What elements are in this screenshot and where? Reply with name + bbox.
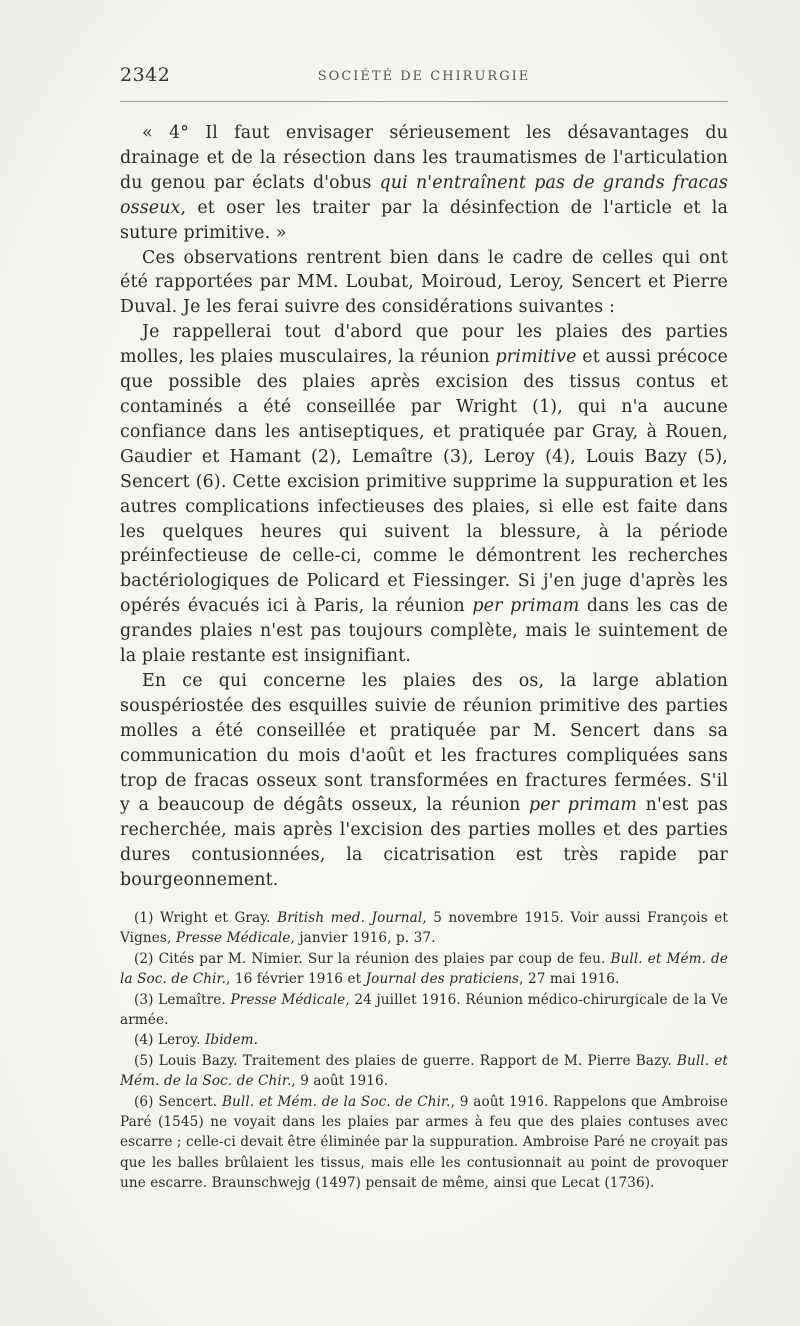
italic-run: qui n'entraînent pas de grands fracas osseux xyxy=(120,172,728,218)
italic-run: primitive xyxy=(495,347,577,368)
italic-run: Journal des praticiens xyxy=(365,971,520,988)
text-run: En ce qui concerne les plaies des os, la large ablation souspériostée des esquilles suivie de réunion primitive des parties molles a été conseillée et pratiquée par M. Sencert dans sa communication du mois d'août et les fractures compliquées sans trop de fracas osseux sont transformées en fractures fermées. S'il y a beaucoup de dégâts osseux, la réunion xyxy=(120,670,728,816)
footnote-1 xyxy=(120,908,728,949)
footnote-5 xyxy=(120,1051,728,1092)
text-run: , 27 mai 1916. xyxy=(519,971,620,988)
text-run: n'est pas recherchée, mais après l'excision des parties molles et des parties dures contusionnées, la cicatrisation est très rapide par bourgeonnement. xyxy=(120,795,728,891)
text-run: Je rappellerai tout d'abord que pour les plaies des parties molles, les plaies musculaires, la réunion xyxy=(120,322,728,368)
text-run: dans les cas de grandes plaies n'est pas toujours complète, mais le suintement de la plaie restante est insignifiant. xyxy=(120,596,729,667)
running-title: SOCIÉTÉ DE CHIRURGIE xyxy=(317,69,531,84)
footnotes xyxy=(120,908,728,1194)
paragraph-2: Ces observations rentrent bien dans le cadre de celles qui ont été rapportées par MM. Loubat, Moiroud, Leroy, Sencert et Pierre Duval. Je les ferai suivre des considérations suivantes : xyxy=(120,247,728,318)
text-run: (4) Leroy. xyxy=(134,1032,205,1049)
footnote-4 xyxy=(120,1030,728,1050)
text-run: , 24 juillet 1916. Réunion médico-chirurgicale de la Ve armée. xyxy=(120,991,728,1029)
italic-run: British med. Journal xyxy=(277,910,423,926)
text-run: (5) Louis Bazy. Traitement des plaies de guerre. Rapport de M. Pierre Bazy. xyxy=(134,1052,677,1069)
paragraph-4 xyxy=(120,669,728,893)
text-run: , et oser les traiter par la désinfection de l'article et la suture primitive. » xyxy=(120,197,728,243)
footnote-2 xyxy=(120,949,728,990)
header-rule xyxy=(120,101,728,102)
text-run: (2) Cités par M. Nimier. Sur la réunion des plaies par coup de feu. xyxy=(134,950,611,967)
text-run: et aussi précoce que possible des plaies après excision des tissus contus et contaminés a été conseillée par Wright (1), qui n'a aucune confiance dans les antiseptiques, et pratiquée par Gray, à Rouen, Gaudier et Hamant (2), Lemaître (3), Leroy (4), Louis Bazy (5), Sencert (6). Cette excision primitive supprime la suppuration et les autres complications infectieuses des plaies, si elle est faite dans les quelques heures qui suivent la blessure, à la période préinfectieuse de celle-ci, comme le démontrent les recherches bactériologiques de Policard et Fiessinger. Si j'en juge d'après les opérés évacués ici à Paris, la réunion xyxy=(120,347,729,617)
footnote-6 xyxy=(120,1092,728,1194)
text-run: (1) Wright et Gray. xyxy=(134,910,278,926)
italic-run: per primam xyxy=(472,596,580,617)
paragraph-3 xyxy=(120,320,728,669)
main-text xyxy=(120,121,728,893)
italic-run: Ibidem. xyxy=(204,1032,259,1049)
italic-run: Bull. et Mém. de la Soc. de Chir. xyxy=(120,1052,728,1090)
italic-run: Presse Médicale xyxy=(230,991,346,1008)
text-run: « 4° Il faut envisager sérieusement les désavantages du drainage et de la résection dans les traumatismes de l'articulation du genou par éclats d'obus xyxy=(120,123,728,193)
text-run: , 9 août 1916. xyxy=(291,1073,389,1090)
paragraph-1 xyxy=(120,121,728,246)
text-run: (3) Lemaître. xyxy=(134,991,231,1008)
text-run: , 9 août 1916. Rappelons que Ambroise Paré (1545) ne voyait dans les plaies par armes à feu que des plaies contuses avec escarre ; celle-ci devait être éliminée par la suppuration. Ambroise Paré ne croyait pas que les balles brûlaient les tissus, mais elle les contusionnait au point de provoquer une escarre. Braunschwejg (1497) pensait de même, ainsi que Lecat (1736). xyxy=(120,1093,729,1192)
text-run: , 5 novembre 1915. Voir aussi François et Vignes, xyxy=(120,910,728,947)
page-number: 2342 xyxy=(120,64,171,86)
text-run: , 16 février 1916 et xyxy=(226,971,366,988)
italic-run: Bull. et Mém. de la Soc. de Chir. xyxy=(221,1093,451,1110)
text-run: , janvier 1916, p. 37. xyxy=(290,930,436,947)
page-header xyxy=(120,62,728,90)
italic-run: Bull. et Mém. de la Soc. de Chir. xyxy=(120,950,728,988)
footnote-3 xyxy=(120,990,728,1031)
italic-run: Presse Médicale xyxy=(175,930,291,947)
italic-run: per primam xyxy=(529,795,638,816)
text-run: (6) Sencert. xyxy=(134,1093,222,1110)
